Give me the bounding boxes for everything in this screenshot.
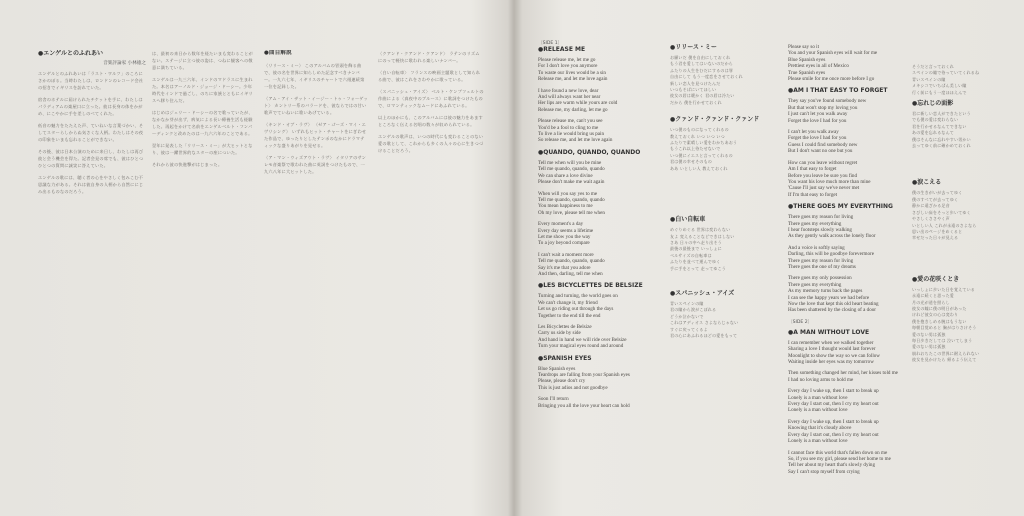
paragraph: は、最初の来日から数年を経たいまも変わることがない。ステージに立つ彼の姿は、つねに観客への敬意に満ちている。 (152, 51, 253, 70)
lyric-stanza: Les Bicyclettes de Belsize Carry us side by side And hand in hand we will ride over Belsize Turn your magical eyes round and around (538, 324, 627, 350)
paragraph: 〈スパニッシュ・アイズ〉 ベルト・ケンプフェルトの作曲による〈真夜中のブルース〉に歌詞をつけたもので、ロマンティックなムードにあふれている。 (378, 89, 484, 108)
jp-lyric-block: いつ僕のものになってくれるの 教えておくれ いつ いつ いつ ふたりで素晴しい愛をわかちあおう もうこれ以上待たせないで いつ僕にイエスと言ってくれるの 君は僕の幸せそのもの ああ いとしい人 教えておくれ (670, 127, 738, 171)
paragraph: はじめはジェリー・ドーシーの名で歌っていたが、なかなか芽が出ず、病気による長い療養生活も経験した。再起をかけて名前をエンゲルベルト・フンパーディンクと改めたのは一九六六年のことである。 (152, 110, 253, 136)
side-label: 〔SIDE 2〕 (788, 319, 813, 325)
song-title-release-me: ●RELEASE ME (538, 46, 586, 53)
paragraph: それから彼の快進撃がはじまった。 (152, 162, 223, 167)
article-heading: ●エンゲルとのふれあい (38, 50, 103, 57)
left-column-4 (378, 50, 484, 505)
jp-lyric-block: 僕の生きがいが去ってゆく 僕のすべてが去ってゆく 静かに遠ざかる足音 さびしい床をそっと歩いてゆく やさしくささやく声 いとしい人 これが永遠のさよなら 思い出のページをめくると 幸せだった日々が見える (912, 190, 977, 241)
lyric-stanza: Please release me, can't you see You'd be a fool to cling to me To live a lie would bring us pain So release me, and let me love again (538, 118, 613, 144)
lyric-stanza: I can't wait a moment more Tell me quando, quando, quando Say it's me that you adore And then, darling, tell me when (538, 251, 605, 277)
lyric-stanza: Then something changed her mind, her kisses told me I had no loving arms to hold me (788, 370, 898, 383)
lyric-stanza: When will you say yes to me Tell me quando, quando, quando You mean happiness to me Oh my love, please tell me when (538, 190, 605, 216)
paragraph: エンゲルの歌には、聴く者の心をやさしく包みこむ不思議な力がある。それは彼自身の人柄から自然ににじみ出るものなのだろう。 (38, 175, 144, 194)
jp-lyric-block: そうだと言っておくれ スペインの瞳で待っていてくれるね 青いスペインの瞳 メキシコでいちばん美しい瞳 行く前にもう一度ほほえんで (912, 64, 980, 95)
paragraph: 〈ア・マン・ウィズアウト・ラヴ〉 イタリアのサンレモ音楽祭で歌われた曲に英詞をつけたもので、一九六八年に大ヒットした。 (264, 155, 367, 174)
section-heading: ●曲目解説 (264, 50, 292, 56)
lyric-stanza: How can you leave without regret Am I that easy to forget Before you leave be sure you find You want his love much more than mine 'Cause I'll just say we've never met If I'm that easy to forget (788, 159, 871, 198)
lyric-stanza: Blue Spanish eyes Teardrops are falling from your Spanish eyes Please, please don't cry This is just adios and not goodbye (538, 365, 630, 391)
song-title-jp-everything: ●涙こえる (912, 179, 942, 187)
lyric-stanza: Please release me, let me go For I don't love you anymore To waste our lives would be a sin Release me, and let me love again (538, 57, 608, 83)
right-column-1 (538, 40, 664, 495)
paragraph: 〈クアンド・クアンド・クアンド〉 ラテンのリズムにのって軽快に歌われる楽しいナンバー。 (378, 51, 480, 63)
paragraph: エンゲルの歌声は、いつの時代にも変わることのない愛の歌として、これからも多くの人々の心に生きつづけることだろう。 (378, 134, 484, 153)
left-column-2 (152, 50, 256, 505)
song-title-spanish-eyes: ●SPANISH EYES (538, 354, 592, 362)
jp-lyric-block: いっしょに歩いた日を覚えている 永遠に続くと思った愛 月の光が道を照らし 彼女の瞳に僕の明日があった けれど彼女の心は変わり 僕を抱きしめる腕はもうない 毎朝目覚めると 胸がはりさけそう 愛のない男は孤独 毎日歩きだしては 泣いてしまう 愛のない男は孤独 崩れおちたこの世界に耐えられない 彼女を見かけたら 帰るよう伝えて (912, 286, 980, 363)
paragraph: 低音の魅力をたたえた声、ていねいな言葉づかい、そしてスターらしからぬ気さくな人柄。わたしはその夜の印象をいまも忘れることができない。 (38, 123, 144, 142)
jp-lyric-block: 君に新しい恋人ができたという でも僕の愛は変わらない 君を行かせるなんてできない あの愛を忘れるなんて 僕はそんなに忘れやすい男かい 去ってゆく前に確かめておくれ (912, 111, 971, 149)
paragraph: 〈白い自転車〉 フランスの映画主題歌として知られる曲で、彼はこれをさわやかに歌っている。 (378, 70, 481, 82)
right-page (516, 0, 1024, 516)
lyric-stanza: Please say so it You and your Spanish eyes will wait for me Blue Spanish eyes Prettiest eyes in all of Mexico True Spanish eyes Please smile for me once more before I go (788, 44, 878, 83)
lyric-stanza: I can't let you walk away Forget the love I had for you Guess I could find somebody new But I don't want no one but you (788, 129, 858, 155)
lyric-stanza: Tell me when will you be mine Tell me quando, quando, quando We can share a love divine Please don't make me wait again (538, 159, 605, 186)
paragraph: 〈リリース・ミー〉 このアルバムの冒頭を飾る曲で、彼の名を世界に知らしめた記念すべきナンバー。一九六七年、イギリスのチャートで六週連続第一位を記録した。 (264, 63, 365, 89)
right-column-2 (670, 44, 788, 499)
song-title-quando: ●QUANDO, QUANDO, QUANDO (538, 148, 641, 156)
lyric-stanza: I have found a new love, dear And will always want her near Her lips are warm while yours are cold Release me, my darling, let me go (538, 87, 618, 113)
paragraph: 〈アム・アイ・ザット・イージー・トゥ・フォーゲット〉 カントリー系のバラードを、彼ならではの甘い歌声でていねいに歌いあげている。 (264, 96, 368, 115)
paragraph: その後、彼は日本公演のために来日し、わたしは再び彼と会う機会を得た。記者会見の席でも、彼はひとつひとつの質問に誠実に答えていた。 (38, 149, 144, 168)
paragraph: 以上のほかにも、このアルバムには彼の魅力をあますところなく伝える名唱の数々が収められている。 (378, 115, 483, 127)
left-column-3 (264, 50, 368, 505)
right-column-3 (788, 44, 910, 499)
paragraph: 〈キンド・オブ・ラヴ〉 〈ゼア・ゴーズ・マイ・エヴリシング〉 いずれもヒット・チャートをにぎわせた作品で、ゆったりとしたテンポのなかにドラマティックな盛りあがりを見せる。 (264, 122, 367, 148)
song-title-jp-bicyclettes: ●白い自転車 (670, 216, 706, 224)
paragraph: 宿舎のホテルに届けられたチケットを手に、わたしはパラディアムの楽屋口に立った。彼は長身の体をかがめ、にこやかに手を差しのべてくれた。 (38, 97, 143, 116)
jp-lyric-block: めぐりめぐる 世界は変わらない 友よ 変えることなどできはしない さあ 日々の中へ走り出そう 最後の最後まで いっしょに ベルサイズの自転車は ふたりを並べて運んでゆく 手に手をとって 走ってゆこう (670, 227, 735, 271)
song-title-jp-easy-to-forget: ●忘れじの面影 (912, 100, 954, 108)
song-title-jp-spanish-eyes: ●スパニッシュ・アイズ (670, 289, 735, 297)
song-title-man-without-love: ●A MAN WITHOUT LOVE (788, 328, 870, 336)
lyric-stanza: Every day I wake up, then I start to break up Knowing that it's cloudy above Every day I start out, then I cry my heart out Lonely is a man without love (788, 418, 879, 445)
article-byline: 音楽評論家 小林徳之 (103, 61, 146, 66)
jp-lyric-block: 青いスペインの瞳 君の瞳から涙がこぼれる どうか泣かないで これはアディオス さよならじゃない すぐに戻ってくるよ 君の心にあふれるほどの愛をもって (670, 300, 739, 338)
lyric-stanza: There goes my reason for living There goes my everything I hear footsteps slowly walking As they gently walk across the lonely floor (788, 214, 876, 240)
left-column-1 (38, 50, 146, 505)
paragraph: エンゲルは一九三六年、インドのマドラスに生まれた。本名はアーノルド・ジョージ・ドーシー。少年時代をインドで過ごし、のちに家族とともにイギリスへ移り住んだ。 (152, 77, 253, 103)
song-title-bicyclettes: ●LES BICYCLETTES DE BELSIZE (538, 282, 643, 290)
article-body (38, 70, 146, 195)
lyric-stanza: I cannot face this world that's fallen down on me So, if you see my girl, please send her home to me Tell her about my heart that's slowly dying Say I can't stop myself from crying (788, 449, 891, 475)
lyric-stanza: Turning and turning, the world goes on We can't change it, my friend Let us go riding out through the days Together to the end till the end (538, 293, 618, 319)
lyric-stanza: They say you've found somebody new But that won't stop my loving you I just can't let you walk away Forget the love I had for you (788, 98, 867, 124)
lyric-stanza: I can remember when we walked together Sharing a love I thought would last forever Moonlight to show the way so we can follow Waiting inside her eyes was my tomorrow (788, 339, 880, 366)
song-title-easy-to-forget: ●AM I THAT EASY TO FORGET (788, 87, 888, 95)
paragraph: エンゲルとのふれあいは「ラスト・ワルツ」のころにさかのぼる。当時わたしは、ロンドンのレコード会社の招きでイギリスを訪れていた。 (38, 71, 144, 90)
side-label: 〔SIDE 1〕 (538, 41, 563, 46)
jp-lyric-block: お願いだ 僕を自由にしておくれ もう君を愛してはいないのだから ふたりの人生をむだにするのは罪 自由にして もう一度恋をさせておくれ 新しい恋人を見つけたんだ いつもそばにいてほしい 彼女の唇は暖かく 君の唇は冷たい だから 僕を行かせておくれ (670, 55, 743, 105)
song-title-everything: ●THERE GOES MY EVERYTHING (788, 203, 893, 211)
song-title-jp-quando: ●クァンド・クァンド・クァンド (670, 116, 760, 124)
paragraph: 翌年に発表した「リリース・ミー」が大ヒットとなり、彼は一躍世界的なスターの座についた。 (152, 143, 253, 155)
right-column-4 (912, 64, 1012, 516)
lyric-stanza: Every day I wake up, then I start to break up Lonely is a man without love Every day I start out, then I cry my heart out Lonely is a man without love (788, 388, 879, 414)
song-title-jp-man-without-love: ●愛の花咲くとき (912, 275, 960, 283)
lyric-stanza: Soon I'll return Bringing you all the love your heart can hold (538, 396, 630, 409)
lyric-stanza: Every moment's a day Every day seems a lifetime Let me show you the way To a joy beyond compare (538, 221, 594, 247)
song-title-jp-release-me: ●リリース・ミー (670, 44, 717, 51)
left-page (0, 0, 506, 516)
lyric-stanza: There goes my only possession There goes my everything As my memory turns back the pages I can see the happy years we had before Now the love that kept this old heart beating Has been shattered by the closing of a door (788, 275, 879, 314)
lyric-stanza: And a voice is softly saying Darling, this will be goodbye forevermore There goes my reason for living There goes the one of my dreams (788, 244, 875, 270)
